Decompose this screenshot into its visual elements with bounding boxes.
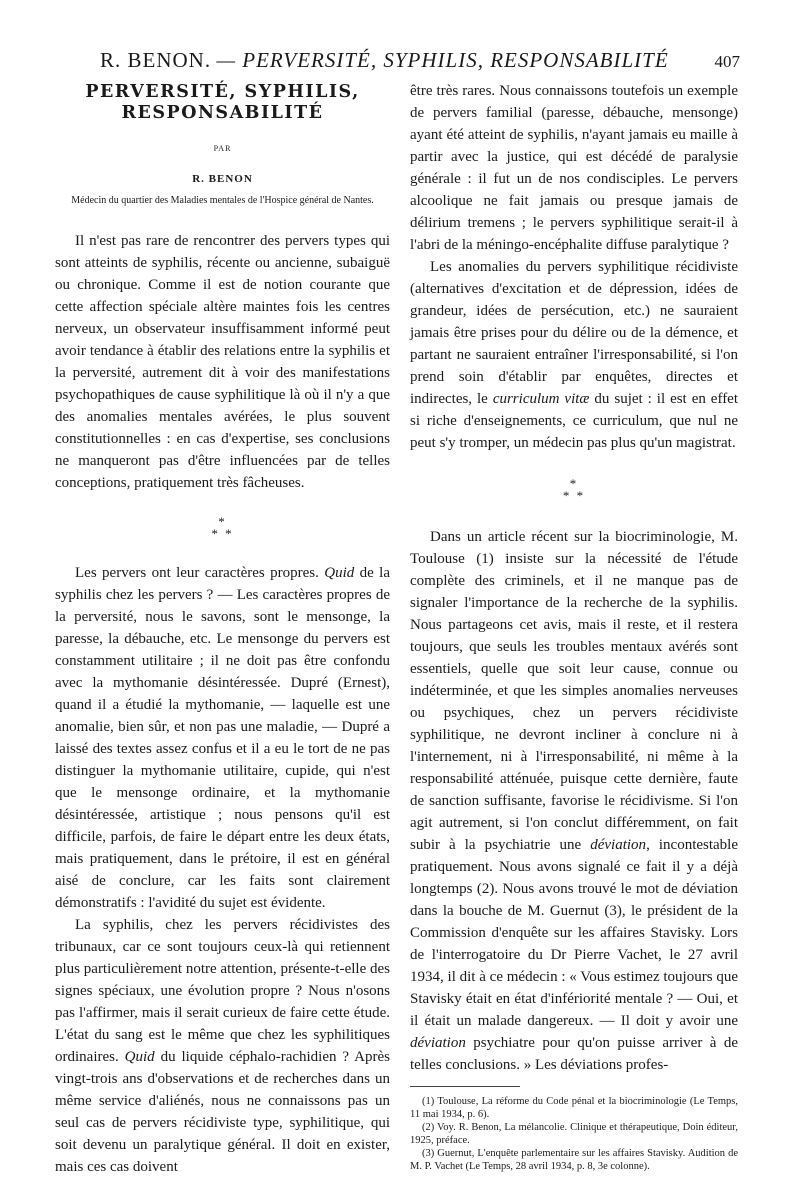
paragraph: Il n'est pas rare de rencontrer des pervers types qui sont atteints de syphilis, récente ou ancienne, subaiguë ou chronique. Comme il est de notion courante que cette affection spéciale altère maintes fois les centres nerveux, un observateur insuffisamment informé peut avoir tendance à établir des relations entre la syphilis et la perversité, autrement dit à voir des manifestations psychopathiques de cause syphilitique là où il n'y a que des anomalies mentales avérées, le plus souvent constitutionnelles : en cas d'expertise, ses conclusions ne manqueront pas d'être influencées par de telles conceptions, pratiquement très fâcheuses. [55,233,390,491]
article-title [55,82,390,124]
text-run: Les anomalies du pervers syphilitique récidiviste (alternatives d'excitation et de dépression, idées de grandeur, idées de persécution, etc.) ne sauraient jamais être prises pour du délire ou de la démence, et partant ne sauraient entraîner l'irresponsabilité, si l'on prend soin d'établir par enquêtes, directes et indirectes, le [410,259,738,407]
separator-stars-bottom: * * [211,526,234,541]
running-head-author: R. BENON. [100,48,212,72]
text-run: La syphilis, chez les pervers récidivistes des tribunaux, car ce sont toujours ceux-là qui retiennent plus particulièrement notre attention, présente-t-elle des signes spéciaux, une évolution propre ? Nous n'osons pas l'affirmer, mais il serait curieux de faire cette étude. L'état du sang est le même que chez les syphilitiques ordinaires. [55,917,390,1065]
byline: PAR [213,144,232,153]
article-title-line-2: RESPONSABILITÉ [121,103,324,123]
running-head [100,48,740,78]
right-column [410,80,738,1173]
italic-term: Quid [324,565,355,581]
footnote-rule [410,1086,520,1087]
section-separator [55,516,390,540]
text-run: du sujet : il est en effet si riche d'enseignements, ce curriculum, que nul ne peut s'y tromper, un médecin pas plus qu'un magistrat. [410,391,739,451]
text-run: psychiatre pour qu'on puisse arriver à de telles conclusions. » Les déviations profes- [410,1035,738,1073]
text-run: de la syphilis chez les pervers ? — Les caractères propres de la perversité, nous le savons, sont le mensonge, la paresse, la débauche, etc. Le mensonge du pervers est constamment utilitaire ; il ne doit pas être confondu avec la mythomanie désintéressée. Dupré (Ernest), quand il a étudié la mythomanie, — laquelle est une anomalie, bien sûr, et non pas une maladie, — Dupré a laissé des textes assez confus et il a eu le tort de ne pas distinguer la mythomanie utilitaire, cupide, qui n'est que le mensonge ordinaire, et la mythomanie désintéressée, artistique ; nous pensons qu'il est difficile, parfois, de faire le départ entre les deux états, mais pratiquement, dans le prétoire, il est en général aisé de conclure, car les faits sont clairement démonstratifs : l'avidité du sujet est évidente. [55,565,391,911]
paragraph [410,526,738,1076]
footnote-1: (1) Toulouse, La réforme du Code pénal et la biocriminologie (Le Temps, 11 mai 1934, p. 6). [410,1096,738,1120]
italic-term: déviation [410,1035,466,1051]
paragraph [55,562,390,914]
italic-term: Quid [124,1049,155,1065]
paragraph [55,914,390,1178]
italic-term: curriculum vitæ [492,391,590,407]
running-head-title: — PERVERSITÉ, SYPHILIS, RESPONSABILITÉ [216,48,669,72]
text-run: Les pervers ont leur caractères propres. [75,565,325,581]
text-run: , incontestable pratiquement. Nous avons signalé ce fait il y a déjà longtemps (2). Nous avons trouvé le mot de déviation dans la bouche de M. Guernut (3), le président de la Commission d'enquête sur les affaires Stavisky. Lors de l'interrogatoire du Dr Pierre Vachet, le 27 avril 1934, il dit à ce médecin : « Vous estimez toujours que Stavisky était en état d'infériorité mentale ? — Oui, et il était un malade dangereux. — Il doit y avoir une [410,837,739,1029]
page-number: 407 [714,52,740,71]
author-name: R. BENON [192,173,253,185]
paragraph [410,256,738,454]
separator-star-top: * [569,476,579,491]
text-run: du liquide céphalo-rachidien ? Après vingt-trois ans d'observations et de recherches dans un même service d'aliénés, nous ne connaissons pas un seul cas de pervers récidiviste type, syphilitique, qui soit devenu un paralytique général. Il doit en exister, mais ces cas doivent [55,1049,390,1175]
italic-term: déviation [590,837,647,853]
article-title-line-1: PERVERSITÉ, SYPHILIS, [85,82,360,102]
author-affiliation: Médecin du quartier des Maladies mentales de l'Hospice général de Nantes. [71,195,374,206]
section-separator [410,478,738,502]
separator-stars-bottom: * * [562,488,586,503]
footnote-2: (2) Voy. R. Benon, La mélancolie. Clinique et thérapeutique, Doin éditeur, 1925, préface. [410,1122,738,1146]
left-column [55,80,390,1178]
paragraph: être très rares. Nous connaissons toutefois un exemple de pervers familial (paresse, débauche, mensonge) ayant été atteint de syphilis, n'ayant jamais eu maille à partir avec la justice, qui est décédé de paralysie générale : il fut un de nos condisciples. Le pervers alcoolique ne fait jamais ou presque jamais de délirium tremens ; le pervers syphilitique serait-il à l'abri de la méningo-encéphalite diffuse paralytique ? [410,83,738,253]
text-run: Dans un article récent sur la biocriminologie, M. Toulouse (1) insiste sur la nécessité de l'étude complète des criminels, et il ne manque pas de signaler l'importance de la recherche de la syphilis. Nous partageons cet avis, mais il reste, et il restera toujours, que seuls les troubles mentaux avérés sont essentiels, quelle que soit leur cause, connue ou indéterminée, et que les simples anomalies nerveuses ou psychiques, chez un pervers récidiviste syphilitique, ne devront incliner à conclure ni à l'internement, ni à l'irresponsabilité, ni même à la responsabilité atténuée, puisque cette dernière, faute de sanction suffisante, favorise le récidivisme. Si l'on agit autrement, si l'on conclut différemment, on fait subir à la psychiatrie une [410,529,738,853]
separator-star-top: * [218,514,227,529]
footnote-3: (3) Guernut, L'enquête parlementaire sur les affaires Stavisky. Audition de M. P. Vachet (Le Temps, 28 avril 1934, p. 8, 3e colonne). [410,1148,738,1172]
